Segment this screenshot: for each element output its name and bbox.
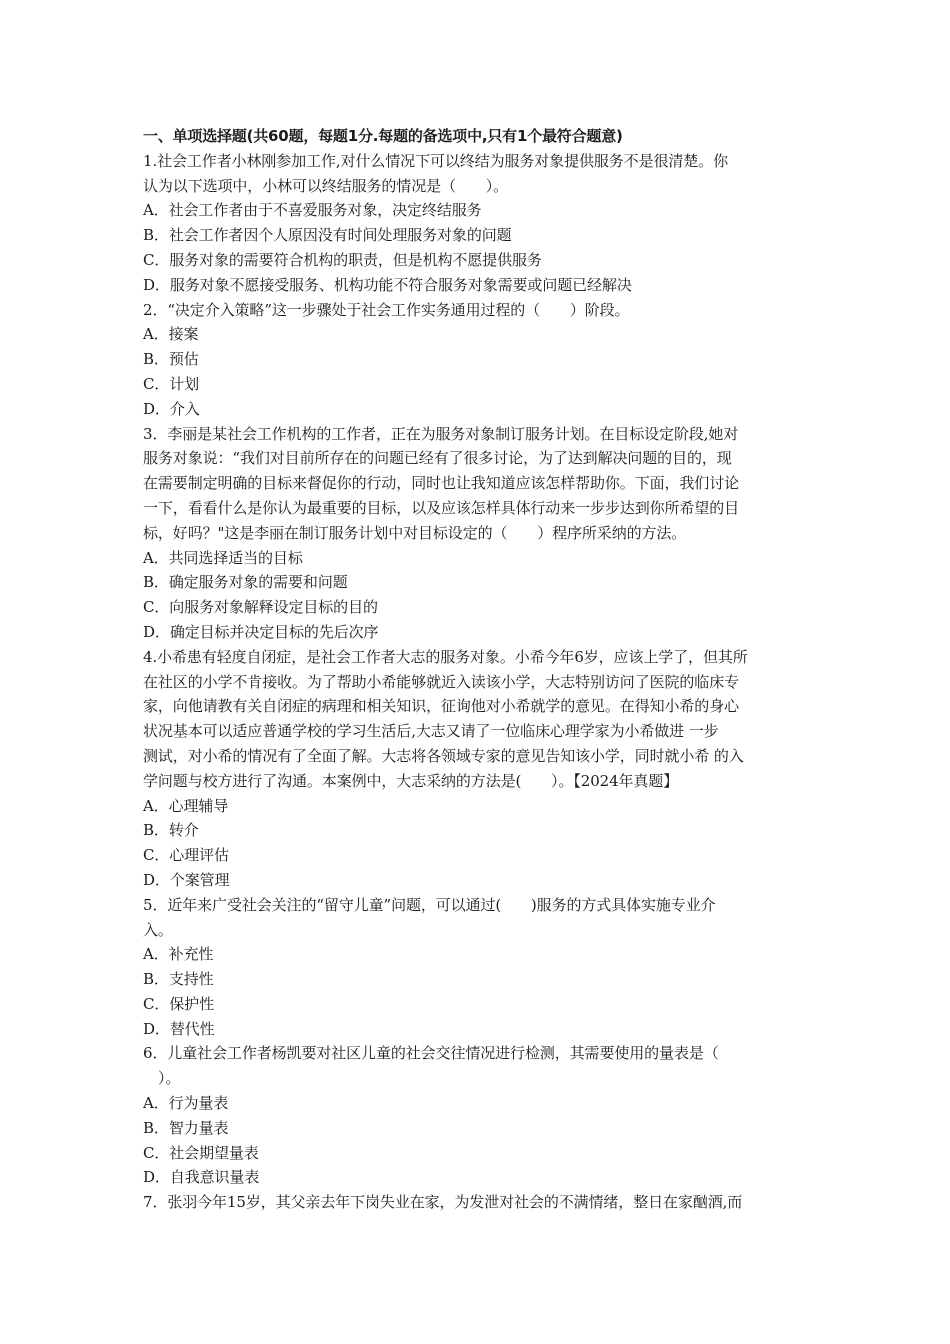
answer-option: D．自我意识量表 (143, 1168, 260, 1187)
question-stem: ）。 (158, 1069, 181, 1088)
question-4 (143, 645, 815, 893)
answer-option: C．保护性 (143, 994, 214, 1013)
answer-option: D．确定目标并决定目标的先后次序 (143, 622, 379, 641)
answer-option: D．介入 (143, 399, 200, 418)
answer-option: B．确定服务对象的需要和问题 (143, 573, 348, 592)
answer-option: A．行为量表 (143, 1094, 229, 1113)
answer-option: D．服务对象不愿接受服务、机构功能不符合服务对象需要或问题已经解决 (143, 275, 632, 294)
question-stem: 1.社会工作者小林刚参加工作,对什么情况下可以终结为服务对象提供服务不是很清楚。你 (143, 151, 728, 170)
question-stem: 服务对象说：“我们对目前所存在的问题已经有了很多讨论，为了达到解决问题的目的，现 (143, 449, 732, 468)
document-page (143, 124, 815, 1215)
question-stem: 6．儿童社会工作者杨凯要对社区儿童的社会交往情况进行检测，其需要使用的量表是（ (143, 1044, 719, 1063)
question-stem: 状况基本可以适应普通学校的学习生活后,大志又请了一位临床心理学家为小希做进 一步 (143, 722, 719, 741)
answer-option: C．心理评估 (143, 846, 229, 865)
question-6 (143, 1041, 815, 1190)
question-stem: 4.小希患有轻度自闭症，是社会工作者大志的服务对象。小希今年6岁，应该上学了，但其所 (143, 647, 748, 666)
answer-option: B．智力量表 (143, 1118, 229, 1137)
question-stem: 2．“决定介入策略”这一步骤处于社会工作实务通用过程的（ ）阶段。 (143, 300, 630, 319)
answer-option: A．接案 (143, 325, 199, 344)
answer-option: B．转介 (143, 821, 199, 840)
question-5 (143, 893, 815, 1042)
answer-option: D．替代性 (143, 1019, 215, 1038)
answer-option: B．社会工作者因个人原因没有时间处理服务对象的问题 (143, 226, 512, 245)
answer-option: A．补充性 (143, 945, 214, 964)
question-7 (143, 1190, 815, 1215)
answer-option: C．社会期望量表 (143, 1143, 259, 1162)
question-stem: 7．张羽今年15岁，其父亲去年下岗失业在家，为发泄对社会的不满情绪，整日在家酗酒,而 (143, 1193, 743, 1212)
question-stem: 一下，看看什么是你认为最重要的目标，以及应该怎样具体行动来一步步达到你所希望的目 (143, 498, 740, 517)
question-2 (143, 298, 815, 422)
answer-option: C．计划 (143, 374, 200, 393)
answer-option: D．个案管理 (143, 870, 230, 889)
question-stem: 5．近年来广受社会关注的“留守儿童”问题，可以通过( )服务的方式具体实施专业介 (143, 895, 716, 914)
answer-option: A．共同选择适当的目标 (143, 548, 303, 567)
question-stem: 3．李丽是某社会工作机构的工作者，正在为服务对象制订服务计划。在目标设定阶段,她对 (143, 424, 739, 443)
question-stem: 测试，对小希的情况有了全面了解。大志将各领域专家的意见告知该小学，同时就小希 的入 (143, 746, 744, 765)
question-3 (143, 422, 815, 645)
answer-option: A．社会工作者由于不喜爱服务对象，决定终结服务 (143, 201, 482, 220)
answer-option: C．向服务对象解释设定目标的目的 (143, 598, 378, 617)
question-stem: 认为以下选项中，小林可以终结服务的情况是（ ）。 (143, 176, 509, 195)
question-stem: 家，向他请教有关自闭症的病理和相关知识，征询他对小希就学的意见。在得知小希的身心 (143, 697, 740, 716)
question-stem: 标，好吗？"这是李丽在制订服务计划中对目标设定的（ ）程序所采纳的方法。 (143, 523, 687, 542)
answer-option: A．心理辅导 (143, 796, 229, 815)
question-stem: 在社区的小学不肯接收。为了帮助小希能够就近入读该小学，大志特别访问了医院的临床专 (143, 672, 740, 691)
section-heading: 一、单项选择题(共60题，每题1分.每题的备选项中,只有1个最符合题意) (143, 127, 623, 145)
answer-option: B．支持性 (143, 970, 214, 989)
question-stem: 学问题与校方进行了沟通。本案例中，大志采纳的方法是( ）。【2024年真题】 (143, 771, 679, 790)
question-1 (143, 149, 815, 298)
question-stem: 在需要制定明确的目标来督促你的行动，同时也让我知道应该怎样帮助你。下面，我们讨论 (143, 474, 740, 493)
answer-option: B．预估 (143, 350, 199, 369)
question-stem: 入。 (143, 920, 173, 939)
answer-option: C．服务对象的需要符合机构的职责，但是机构不愿提供服务 (143, 250, 542, 269)
